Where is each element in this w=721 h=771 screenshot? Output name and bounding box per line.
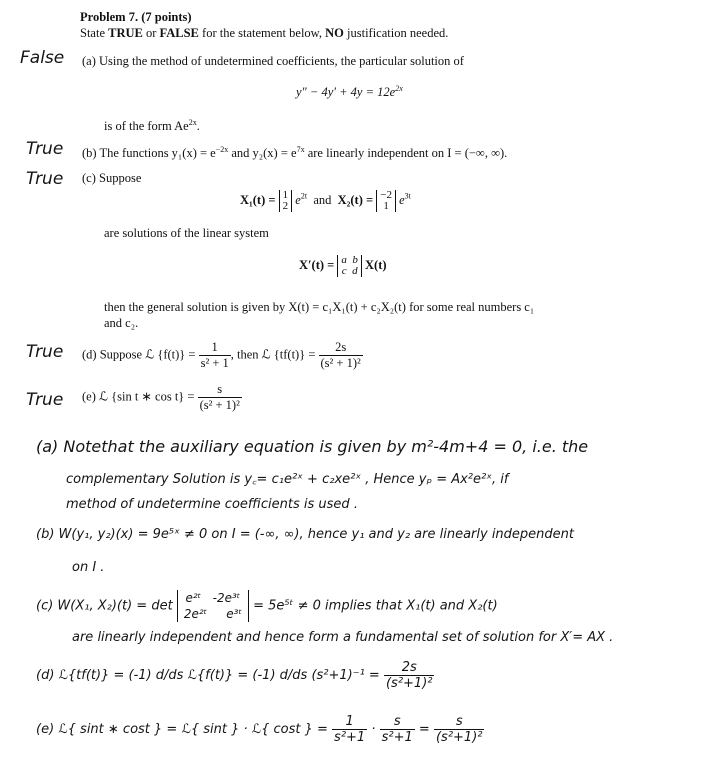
- c-and: and: [313, 192, 332, 207]
- part-c-system: [299, 255, 387, 277]
- x2-e: e: [399, 192, 405, 207]
- x1-exp: 2t: [300, 191, 308, 201]
- part-d: [82, 340, 363, 371]
- d-num: 1: [199, 340, 231, 356]
- w-m22: e³ᵗ: [226, 607, 242, 621]
- e-f1n: 1: [332, 714, 367, 730]
- d-work-num: 2s: [384, 660, 435, 676]
- part-c-vectors: [240, 190, 411, 212]
- e-work-frac3: [434, 714, 485, 745]
- answer-a: False: [20, 48, 65, 68]
- e-f3n: s: [434, 714, 485, 730]
- part-a-equation: [296, 84, 403, 100]
- sys-matrix: [337, 255, 362, 277]
- d-den2: (s² + 1)²: [320, 356, 361, 370]
- work-line-8: [36, 660, 434, 691]
- d-den: s² + 1: [200, 356, 229, 370]
- x2-bot: 1: [383, 200, 389, 212]
- part-e: [82, 382, 242, 413]
- work-line-1: (a) Notethat the auxiliary equation is given by m²-4m+4 = 0, i.e. the: [36, 437, 589, 456]
- part-e-frac: [198, 382, 242, 413]
- instruction-no: NO: [325, 26, 344, 40]
- part-b-text: [82, 142, 507, 161]
- x2-label: X₂(t) =: [337, 192, 374, 207]
- x1-matrix: [279, 190, 293, 212]
- part-c-label: (c) Suppose: [82, 171, 142, 185]
- sys-lhs: X′(t) =: [299, 257, 335, 272]
- part-d-frac2: [319, 340, 363, 371]
- e-den: (s² + 1)²: [199, 398, 240, 412]
- sys-d: d: [352, 265, 358, 277]
- work-line-6: [36, 590, 498, 622]
- work-line-4: (b) W(y₁, y₂)(x) = 9e⁵ˣ ≠ 0 on I = (-∞, ∞), hence y₁ and y₂ are linearly independent: [36, 527, 574, 542]
- part-a-form-exp: 2x: [188, 118, 197, 127]
- d-work-pre: (d) ℒ{tf(t)} = (-1) d/ds ℒ{f(t)} = (-1) d/ds (s²+1)⁻¹ =: [36, 668, 380, 683]
- part-a-form: [104, 115, 200, 134]
- w-m21: 2e²ᵗ: [183, 607, 208, 621]
- e-f2n: s: [380, 714, 415, 730]
- answer-b: True: [26, 139, 64, 159]
- sys-rhs: X(t): [365, 257, 387, 272]
- part-b-end: are linearly independent on I = (−∞, ∞).: [304, 146, 508, 161]
- e-work-frac2: [380, 714, 415, 745]
- instruction-end: justification needed.: [343, 26, 449, 40]
- part-c-and2: and c₂.: [104, 316, 139, 330]
- d-num2: 2s: [319, 340, 363, 356]
- d-work-frac: [384, 660, 435, 691]
- wronskian-matrix: [177, 590, 249, 622]
- problem-title-text: Problem 7. (7 points): [80, 10, 192, 24]
- work-line-3: method of undetermine coefficients is used .: [66, 497, 358, 512]
- part-a-text: (a) Using the method of undetermined coefficients, the particular solution of: [82, 54, 464, 68]
- part-a-eq-exp: 2x: [395, 84, 403, 93]
- part-a-eq-main: y″ − 4y′ + 4y = 12e: [296, 85, 396, 100]
- e-work-pre: (e) ℒ{ sint ∗ cost } = ℒ{ sint } · ℒ{ cost } =: [36, 722, 328, 737]
- x2-exp: 3t: [404, 191, 411, 201]
- e-f2d: s²+1: [381, 730, 413, 745]
- sys-b: b: [352, 254, 358, 266]
- instruction-pre: State: [80, 26, 109, 40]
- problem-title: [80, 10, 192, 25]
- part-b-start: (b) The functions y₁(x) = e: [82, 146, 216, 161]
- part-b-exp2: 7x: [296, 145, 305, 154]
- x1-bot: 2: [282, 200, 289, 212]
- answer-e: True: [26, 390, 64, 410]
- part-a-form-end: .: [196, 119, 200, 134]
- sys-a: a: [341, 254, 347, 266]
- instruction-true: TRUE: [108, 26, 143, 40]
- work-line-5: on I .: [72, 560, 105, 575]
- e-f1d: s²+1: [334, 730, 366, 745]
- e-work-frac1: [332, 714, 367, 745]
- part-d-text: (d) Suppose ℒ {f(t)} =: [82, 347, 196, 362]
- problem-instruction: [80, 26, 448, 41]
- work-line-2: complementary Solution is y꜀= c₁e²ˣ + c₂xe²ˣ , Hence yₚ = Ax²e²ˣ, if: [66, 472, 509, 487]
- wronskian-post: = 5e⁵ᵗ ≠ 0 implies that X₁(t) and X₂(t): [253, 598, 498, 614]
- part-c-then: then the general solution is given by X(t) = c₁X₁(t) + c₂X₂(t) for some real numbers c₁: [104, 300, 535, 314]
- w-m12: -2e³ᵗ: [212, 591, 241, 605]
- d-work-den: (s²+1)²: [385, 676, 433, 691]
- part-d-then: , then ℒ {tf(t)} =: [230, 347, 316, 362]
- wronskian-pre: (c) W(X₁, X₂)(t) = det: [36, 598, 173, 614]
- e-eq: =: [418, 722, 430, 737]
- answer-d: True: [26, 342, 64, 362]
- part-a-form-text: is of the form Ae: [104, 119, 189, 134]
- e-dot: ·: [371, 722, 376, 737]
- part-b-mid: and y₂(x) = e: [228, 146, 297, 161]
- x1-e: e: [295, 192, 301, 207]
- instruction-mid: or: [142, 26, 160, 40]
- x2-matrix: [376, 190, 396, 212]
- part-d-frac1: [199, 340, 231, 371]
- part-b-exp1: −2x: [215, 145, 229, 154]
- instruction-false: FALSE: [159, 26, 199, 40]
- e-num: s: [198, 382, 242, 398]
- answer-c: True: [26, 169, 64, 189]
- x1-label: X₁(t) =: [240, 192, 276, 207]
- x1-top: 1: [282, 189, 289, 201]
- work-line-7: are linearly independent and hence form a fundamental set of solution for X′= AX .: [72, 630, 614, 645]
- instruction-post: for the statement below,: [198, 26, 326, 40]
- x2-top: −2: [380, 189, 392, 201]
- w-m11: e²ᵗ: [185, 591, 202, 605]
- e-f3d: (s²+1)²: [435, 730, 483, 745]
- part-e-text: (e) ℒ {sin t ∗ cos t} =: [82, 389, 195, 404]
- part-c-solutions: are solutions of the linear system: [104, 226, 269, 240]
- sys-c: c: [341, 265, 347, 277]
- work-line-9: [36, 714, 484, 745]
